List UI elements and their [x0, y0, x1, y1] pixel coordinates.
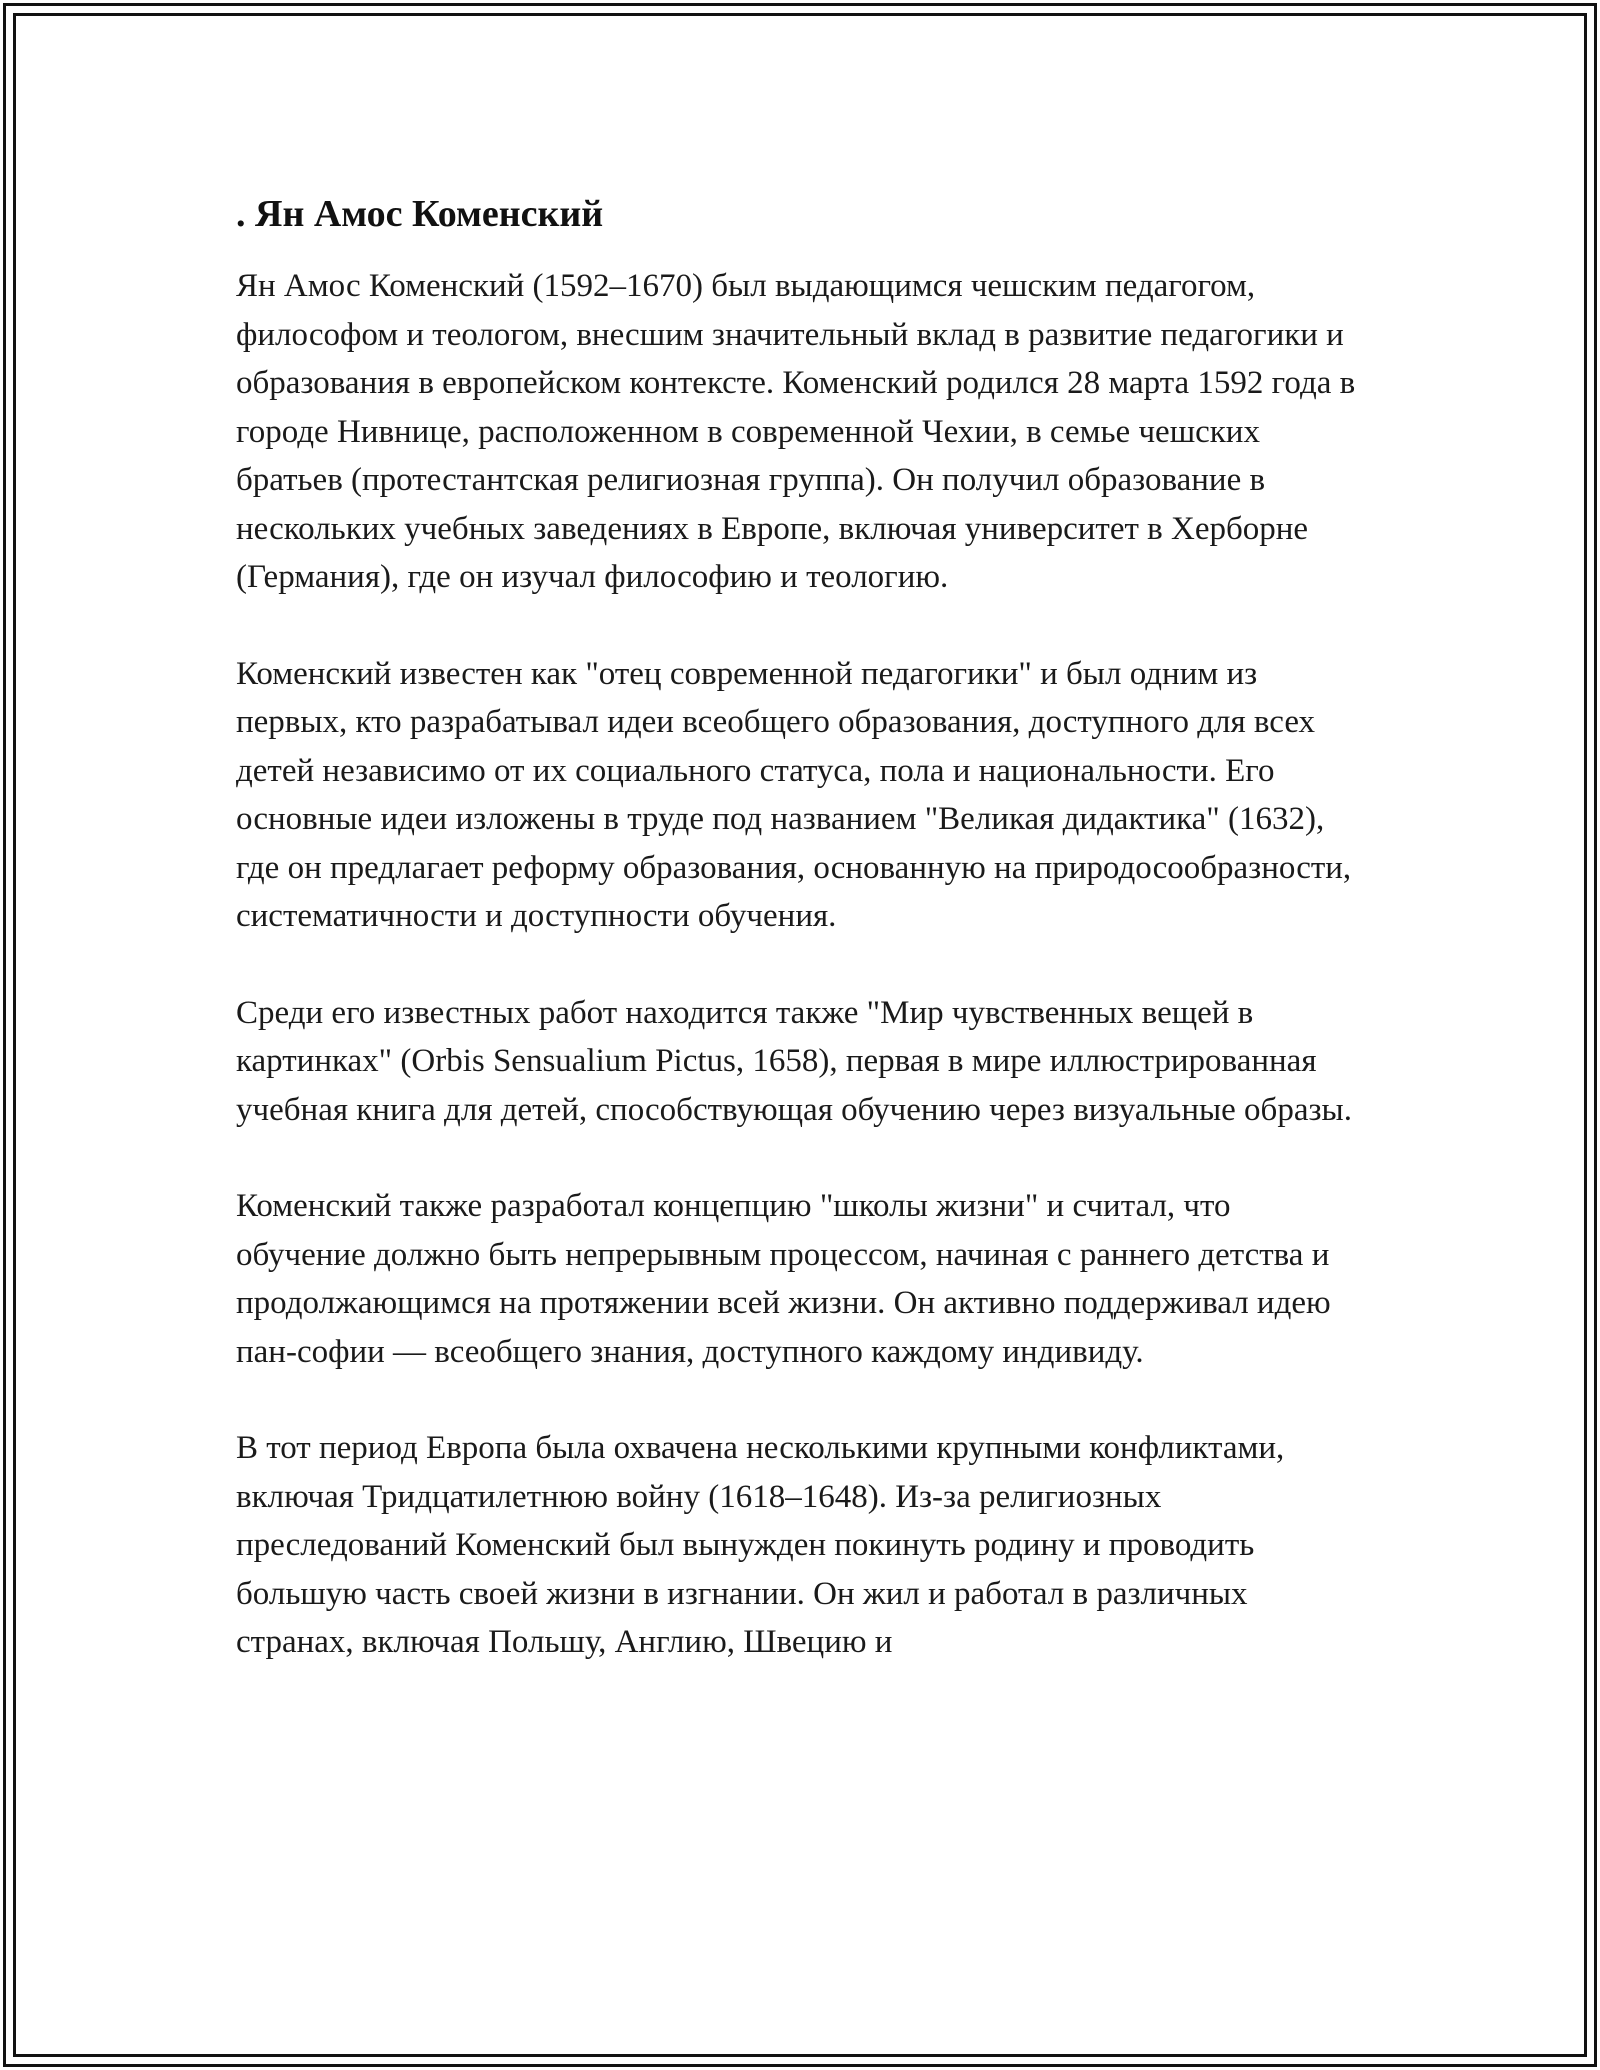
paragraph-exile: В тот период Европа была охвачена несколькими крупными конфликтами, включая Тридцатилетнюю войну (1618–1648). Из-за религиозных преследований Коменский был вынужден покинуть родину и проводить большую часть своей жизни в изгнании. Он жил и работал в различных странах, включая Польшу, Англию, Швецию и — [236, 1430, 1285, 1660]
document-body — [236, 188, 1364, 1667]
paragraph-school-of-life: Коменский также разработал концепцию "школы жизни" и считал, что обучение должно быть непрерывным процессом, начиная с раннего детства и продолжающимся на протяжении всей жизни. Он активно поддерживал идею пан-софии — всеобщего знания, доступного каждому индивиду. — [236, 1188, 1331, 1370]
paragraph-orbis-pictus: Среди его известных работ находится также "Мир чувственных вещей в картинках" (Orbis Sensualium Pictus, 1658), первая в мире иллюстрированная учебная книга для детей, способствующая обучению через визуальные образы. — [236, 994, 1352, 1128]
document-title: . Ян Амос Коменский — [236, 193, 604, 235]
paragraph-modern-pedagogy: Коменский известен как "отец современной педагогики" и был одним из первых, кто разрабатывал идеи всеобщего образования, доступного для всех детей независимо от их социального статуса, пола и национальности. Его основные идеи изложены в труде под названием "Великая дидактика" (1632), где он предлагает реформу образования, основанную на природосообразности, систематичности и доступности обучения. — [236, 655, 1352, 934]
paragraph-biography: Ян Амос Коменский (1592–1670) был выдающимся чешским педагогом, философом и теологом, внесшим значительный вклад в развитие педагогики и образования в европейском контексте. Коменский родился 28 марта 1592 года в городе Нивнице, расположенном в современной Чехии, в семье чешских братьев (протестантская религиозная группа). Он получил образование в нескольких учебных заведениях в Европе, включая университет в Херборне (Германия), где он изучал философию и теологию. — [236, 268, 1356, 595]
